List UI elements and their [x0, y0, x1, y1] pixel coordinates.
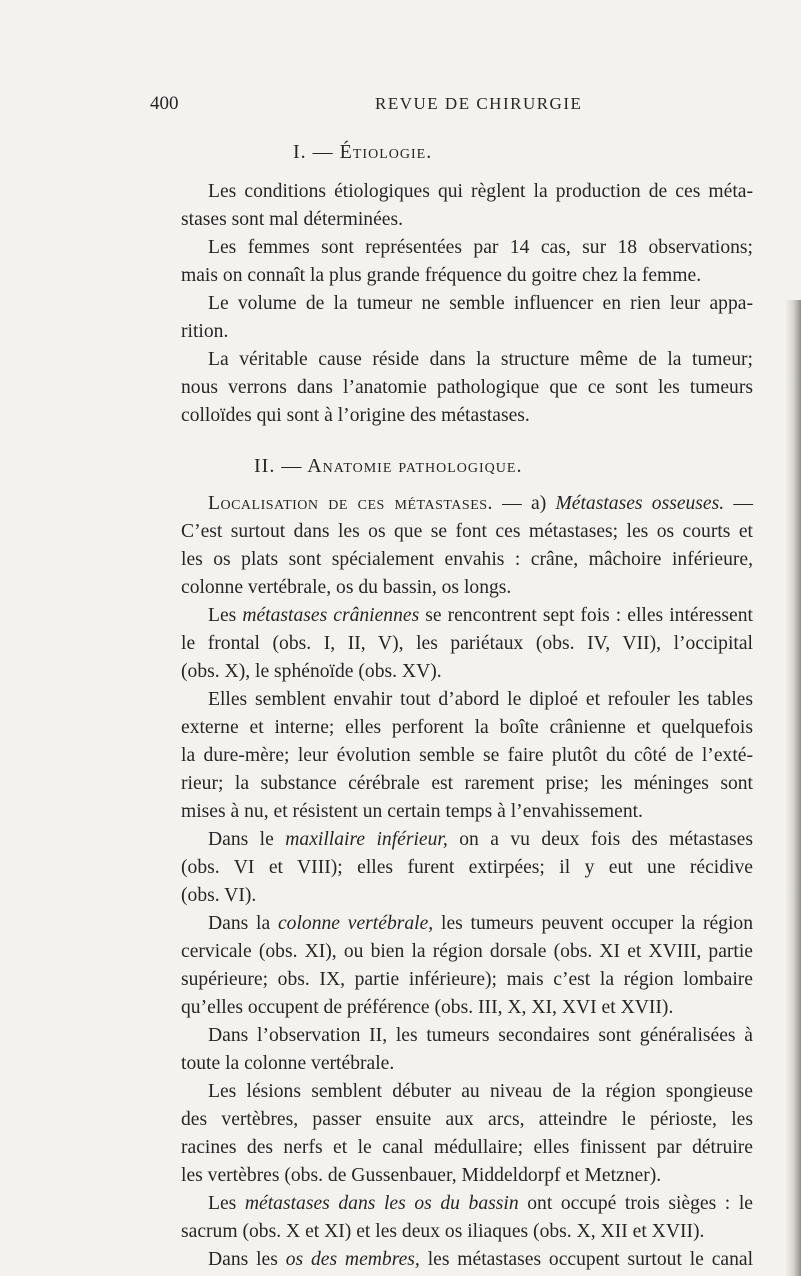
- text-line: supérieure; obs. IX, partie inférieure); mais c’est la région lombaire: [181, 969, 753, 990]
- text-line: Dans l’observation II, les tumeurs secondaires sont généralisées à: [208, 1025, 753, 1046]
- text-line: la dure-mère; leur évolution semble se faire plutôt du côté de l’exté-: [181, 745, 753, 766]
- text-line: nous verrons dans l’anatomie pathologique que ce sont les tumeurs: [181, 377, 753, 398]
- text-line: externe et interne; elles perforent la boîte crânienne et quelquefois: [181, 717, 753, 738]
- text-line: Localisation de ces métastases. — a) Métastases osseuses. —: [208, 493, 753, 514]
- text-line: stases sont mal déterminées.: [181, 209, 404, 230]
- text-line: Dans les os des membres, les métastases occupent surtout le canal: [208, 1249, 754, 1270]
- text-line: Les métastases crâniennes se rencontrent sept fois : elles intéressent: [208, 605, 753, 626]
- text-line: mais on connaît la plus grande fréquence du goitre chez la femme.: [181, 265, 702, 286]
- text-line: colonne vertébrale, os du bassin, os longs.: [181, 577, 512, 598]
- text-line: La véritable cause réside dans la structure même de la tumeur;: [208, 349, 753, 370]
- text-line: Les lésions semblent débuter au niveau de la région spongieuse: [208, 1081, 753, 1102]
- text-line: Dans le maxillaire inférieur, on a vu deux fois des métastases: [208, 829, 753, 850]
- text-line: colloïdes qui sont à l’origine des métastases.: [181, 405, 530, 426]
- text-line: Les conditions étiologiques qui règlent la production de ces méta-: [208, 181, 753, 202]
- text-line: toute la colonne vertébrale.: [181, 1053, 395, 1074]
- text-line: Les métastases dans les os du bassin ont occupé trois sièges : le: [208, 1193, 753, 1214]
- text-line: Le volume de la tumeur ne semble influencer en rien leur appa-: [208, 293, 753, 314]
- text-line: qu’elles occupent de préférence (obs. III, X, XI, XVI et XVII).: [181, 997, 674, 1018]
- journal-title: REVUE DE CHIRURGIE: [375, 94, 583, 113]
- text-line: Dans la colonne vertébrale, les tumeurs peuvent occuper la région: [208, 913, 754, 934]
- page-number: 400: [150, 93, 179, 114]
- text-line: C’est surtout dans les os que se font ces métastases; les os courts et: [181, 521, 753, 542]
- text-line: le frontal (obs. I, II, V), les pariétaux (obs. IV, VII), l’occipital: [181, 633, 753, 654]
- text-line: (obs. VI).: [181, 885, 257, 906]
- page-edge-shadow: [785, 300, 801, 1276]
- running-head: [0, 93, 801, 115]
- text-line: (obs. X), le sphénoïde (obs. XV).: [181, 661, 442, 682]
- text-line: cervicale (obs. XI), ou bien la région dorsale (obs. XI et XVIII, partie: [181, 941, 753, 962]
- text-line: les vertèbres (obs. de Gussenbauer, Middeldorpf et Metzner).: [181, 1165, 662, 1186]
- text-line: rieur; la substance cérébrale est rarement prise; les méninges sont: [181, 773, 753, 794]
- text-line: des vertèbres, passer ensuite aux arcs, atteindre le périoste, les: [181, 1109, 753, 1130]
- text-line: les os plats sont spécialement envahis : crâne, mâchoire inférieure,: [181, 549, 753, 570]
- text-line: (obs. VI et VIII); elles furent extirpées; il y eut une récidive: [181, 857, 753, 878]
- section-heading-etiologie: I. — Étiologie.: [293, 141, 433, 163]
- text-line: Les femmes sont représentées par 14 cas, sur 18 observations;: [208, 237, 753, 258]
- text-line: racines des nerfs et le canal médullaire; elles finissent par détruire: [181, 1137, 753, 1158]
- text-line: mises à nu, et résistent un certain temps à l’envahissement.: [181, 801, 643, 822]
- text-line: Elles semblent envahir tout d’abord le diploé et refouler les tables: [208, 689, 753, 710]
- text-line: sacrum (obs. X et XI) et les deux os iliaques (obs. X, XII et XVII).: [181, 1221, 705, 1242]
- text-line: rition.: [181, 321, 229, 342]
- section-heading-anatomie: II. — Anatomie pathologique.: [254, 455, 523, 477]
